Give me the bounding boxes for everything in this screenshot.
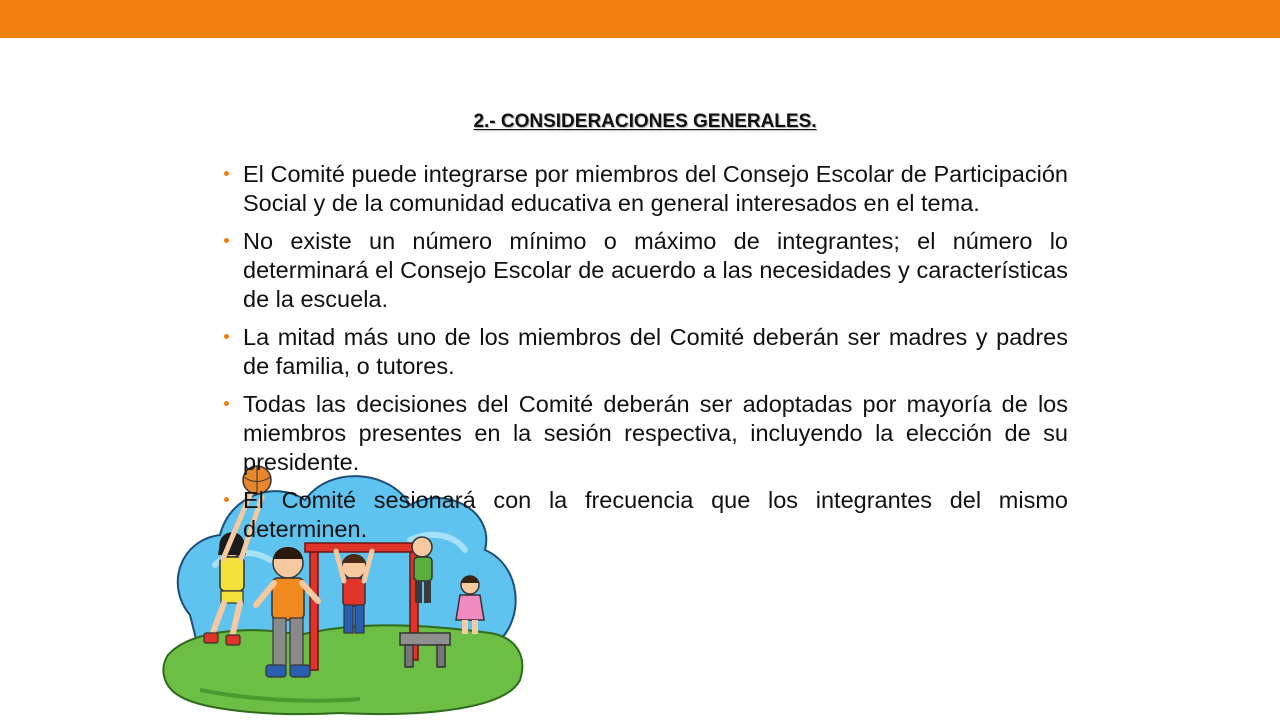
top-accent-bar [0, 0, 1280, 38]
bullet-text: El Comité puede integrarse por miembros del Consejo Escolar de Participación Social y de la comunidad educativa en general interesados en el tema. [243, 161, 1068, 216]
bullet-dot-icon [224, 171, 229, 176]
bullet-text: La mitad más uno de los miembros del Comité deberán ser madres y padres de familia, o tutores. [243, 324, 1068, 379]
bullet-item [222, 227, 1068, 314]
bullet-dot-icon [224, 401, 229, 406]
bullet-dot-icon [224, 497, 229, 502]
bullet-item [222, 486, 1068, 544]
bullet-text: El Comité sesionará con la frecuencia que los integrantes del mismo determinen. [243, 487, 1068, 542]
bullet-dot-icon [224, 334, 229, 339]
bullet-dot-icon [224, 238, 229, 243]
bullet-item [222, 390, 1068, 477]
bullet-list [222, 160, 1068, 553]
bullet-item [222, 160, 1068, 218]
bullet-text: Todas las decisiones del Comité deberán ser adoptadas por mayoría de los miembros presentes en la sesión respectiva, incluyendo la elección de su presidente. [243, 391, 1068, 475]
bullet-text: No existe un número mínimo o máximo de integrantes; el número lo determinará el Consejo Escolar de acuerdo a las necesidades y características de la escuela. [243, 228, 1068, 312]
slide-title: 2.- CONSIDERACIONES GENERALES. [473, 111, 817, 132]
bullet-item [222, 323, 1068, 381]
